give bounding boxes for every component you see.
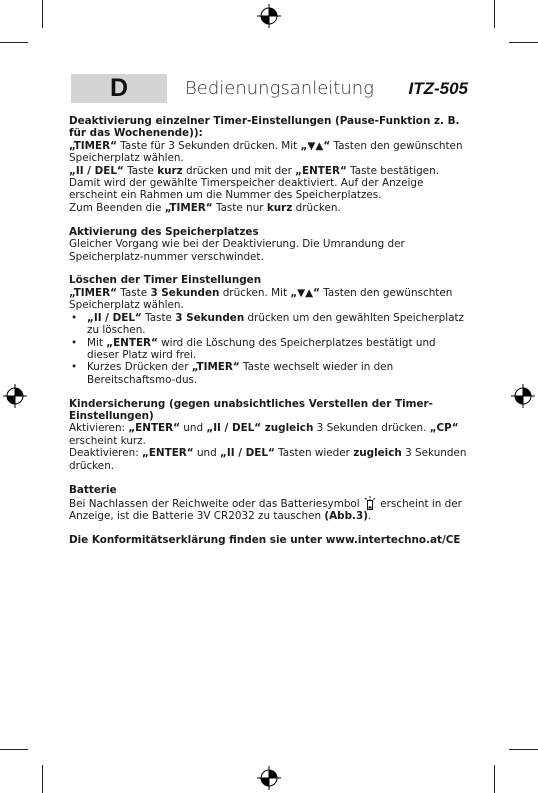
text: Taste bbox=[116, 286, 151, 299]
section-delete bbox=[69, 274, 468, 386]
language-badge: D bbox=[71, 74, 167, 103]
section-childlock bbox=[69, 398, 468, 472]
text: erscheint in der Anzeige, ist die Batterie 3V CR2032 zu tauschen bbox=[69, 497, 462, 523]
text: Tasten den gewünschten Speicherplatz wählen. bbox=[69, 139, 463, 165]
key-label: „▼▲“ bbox=[300, 139, 331, 152]
text: erscheint kurz. bbox=[69, 434, 146, 447]
text: Tasten den gewünschten Speicherplatz wählen. bbox=[69, 286, 453, 312]
text: Deaktivieren: bbox=[69, 447, 142, 460]
conformity-text: Die Konformitätserklärung finden sie unter www.intertechno.at/CE bbox=[69, 534, 461, 547]
list-item bbox=[69, 312, 468, 337]
text: Taste bbox=[123, 164, 158, 177]
crop-mark bbox=[494, 0, 495, 28]
text: und bbox=[193, 447, 221, 460]
emphasis: 3 Sekunden bbox=[175, 311, 245, 324]
text: und bbox=[179, 422, 207, 435]
key-label: „ENTER“ bbox=[106, 336, 158, 349]
text: Tasten wieder bbox=[274, 447, 354, 460]
key-label: „TIMER“ bbox=[164, 201, 213, 214]
text: 3 Sekunden drücken. bbox=[69, 447, 467, 472]
model-number: ITZ-505 bbox=[408, 79, 468, 98]
paragraph bbox=[69, 140, 468, 165]
section-heading: Löschen der Timer Einstellungen bbox=[69, 274, 262, 287]
key-label: „II / DEL“ bbox=[87, 311, 142, 324]
registration-mark-icon bbox=[257, 4, 281, 28]
emphasis: kurz bbox=[266, 201, 293, 214]
text: drücken. Mit bbox=[219, 286, 291, 299]
text: Mit bbox=[87, 336, 107, 349]
crop-mark bbox=[0, 42, 28, 43]
key-label: „TIMER“ bbox=[191, 361, 240, 374]
list-item bbox=[69, 337, 468, 362]
list-item bbox=[69, 361, 468, 386]
text: Bei Nachlassen der Reichweite oder das Batteriesymbol bbox=[69, 497, 363, 510]
paragraph bbox=[69, 447, 468, 472]
crop-mark bbox=[42, 765, 43, 793]
text: Taste bestätigen. Damit wird der gewählte Timerspeicher deaktiviert. Auf der Anzeige erscheint ein Rahmen um die Nummer des Speicherplatzes. bbox=[69, 164, 439, 202]
page-title: Bedienungsanleitung bbox=[185, 78, 374, 99]
text: wird die Löschung des Speicherplatzes bestätigt und dieser Platz wird frei. bbox=[87, 336, 436, 361]
paragraph: Gleicher Vorgang wie bei der Deaktivierung. Die Umrandung der Speicherplatz-nummer verschwindet. bbox=[69, 238, 405, 263]
text: Taste für 3 Sekunden drücken. Mit bbox=[116, 139, 301, 152]
text: drücken um den gewählten Speicherplatz zu löschen. bbox=[87, 311, 464, 337]
section-deactivate bbox=[69, 115, 468, 214]
page-header bbox=[71, 74, 468, 103]
paragraph bbox=[69, 422, 468, 447]
key-label: „ENTER“ bbox=[142, 447, 194, 460]
text: drücken und mit der bbox=[182, 164, 296, 177]
key-label: „ENTER“ bbox=[128, 422, 180, 435]
text: 3 Sekunden drücken. bbox=[313, 422, 430, 435]
bullet-list bbox=[69, 312, 468, 386]
battery-low-icon bbox=[363, 496, 377, 510]
emphasis: zugleich bbox=[353, 447, 402, 460]
key-label: „II / DEL“ bbox=[69, 164, 124, 177]
key-label: „II / DEL“ bbox=[220, 447, 275, 460]
text: drücken. bbox=[292, 201, 341, 214]
text: Zum Beenden die bbox=[69, 201, 165, 214]
section-heading: Kindersicherung (gegen unabsichtliches Verstellen der Timer-Einstellungen) bbox=[69, 397, 433, 423]
crop-mark bbox=[42, 0, 43, 28]
paragraph bbox=[69, 202, 468, 214]
registration-mark-icon bbox=[257, 766, 281, 790]
section-heading: Deaktivierung einzelner Timer-Einstellungen (Pause-Funktion z. B. für das Wochenende)): bbox=[69, 115, 460, 140]
key-label: „TIMER“ bbox=[69, 139, 117, 152]
emphasis: kurz bbox=[157, 164, 183, 177]
crop-mark bbox=[509, 42, 538, 43]
registration-mark-icon bbox=[511, 384, 535, 408]
crop-mark bbox=[0, 749, 28, 750]
paragraph bbox=[69, 287, 468, 312]
manual-content bbox=[69, 115, 468, 558]
text: Taste wechselt wieder in den Bereitschaftsmo-dus. bbox=[87, 361, 394, 386]
crop-mark bbox=[494, 765, 495, 793]
paragraph bbox=[69, 496, 468, 523]
key-label: „ENTER“ bbox=[295, 164, 347, 177]
text: Taste bbox=[141, 311, 176, 324]
key-label: „▼▲“ bbox=[290, 286, 320, 299]
text: Kurzes Drücken der bbox=[87, 361, 192, 374]
key-label: „TIMER“ bbox=[69, 286, 117, 299]
crop-mark bbox=[509, 749, 538, 750]
section-battery bbox=[69, 484, 468, 523]
figure-reference: (Abb.3) bbox=[324, 510, 368, 523]
emphasis: 3 Sekunden bbox=[150, 286, 220, 299]
text: . bbox=[367, 510, 372, 523]
registration-mark-icon bbox=[3, 384, 27, 408]
paragraph bbox=[69, 165, 468, 202]
text: Aktivieren: bbox=[69, 422, 129, 435]
section-conformity bbox=[69, 534, 468, 546]
section-heading: Aktivierung des Speicherplatzes bbox=[69, 225, 259, 238]
section-heading: Batterie bbox=[69, 483, 117, 496]
text: Taste nur bbox=[212, 201, 267, 214]
key-label: „II / DEL“ zugleich bbox=[206, 422, 314, 435]
section-activate bbox=[69, 226, 468, 263]
key-label: „CP“ bbox=[429, 422, 459, 435]
